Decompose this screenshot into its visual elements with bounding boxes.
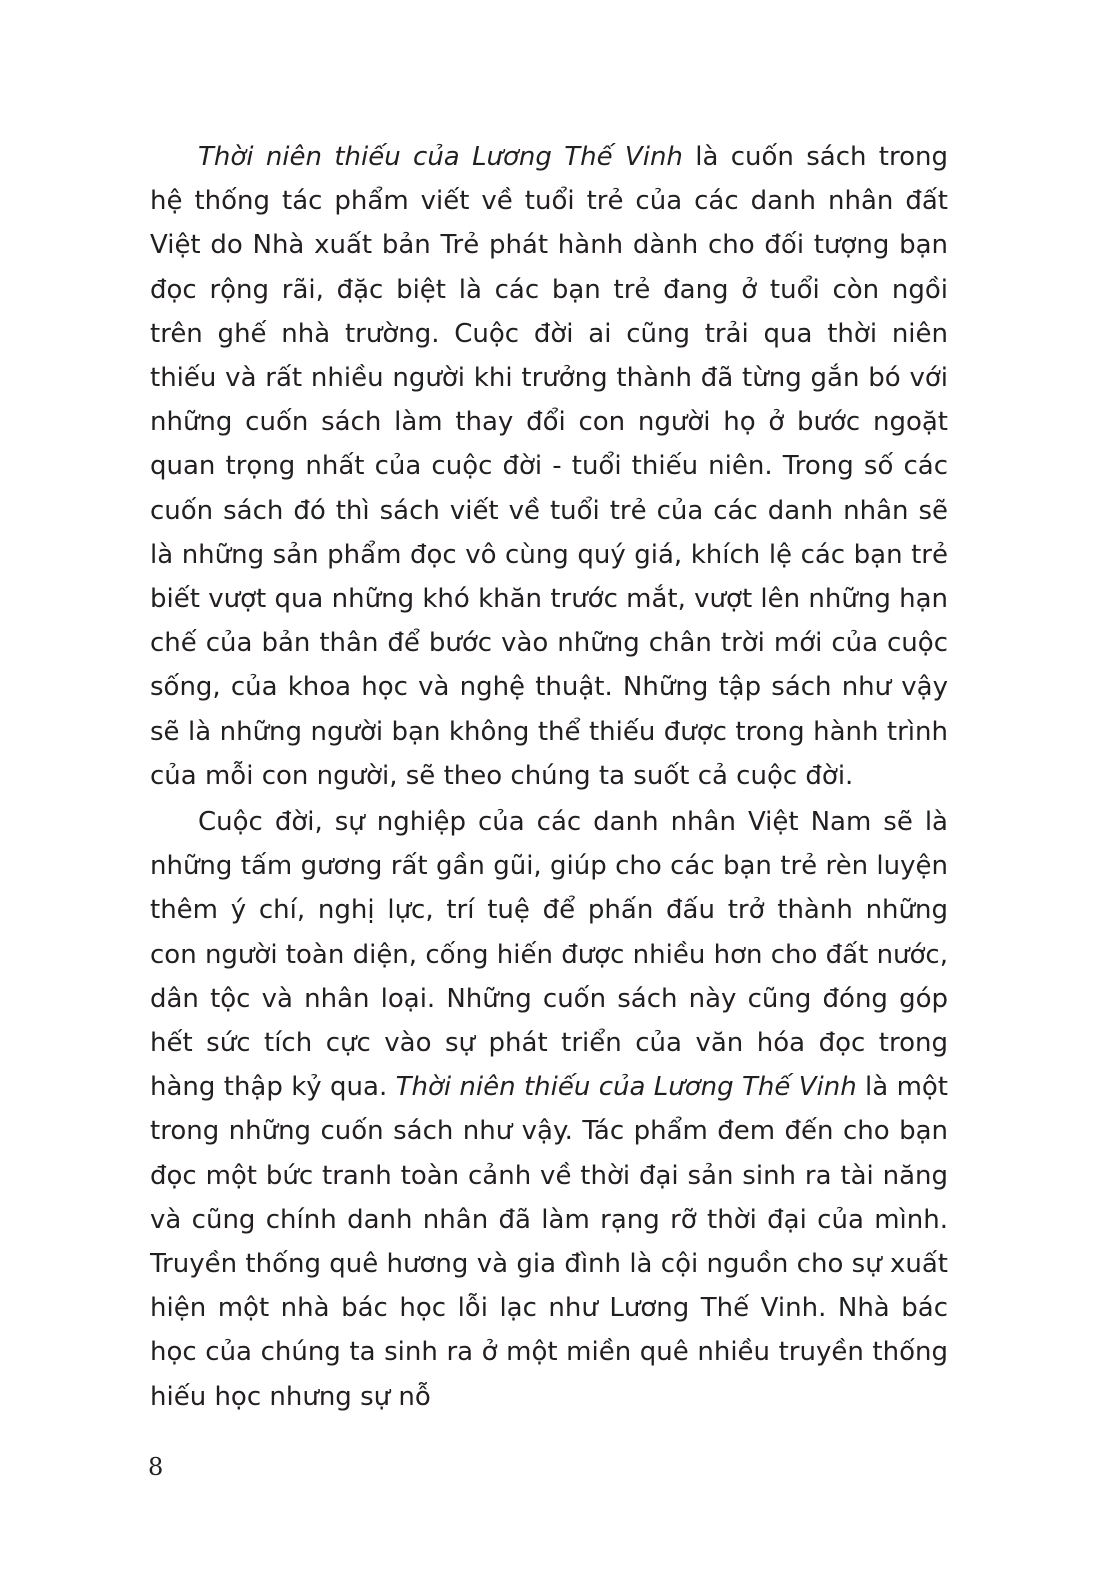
book-title-italic: Thời niên thiếu của Lương Thế Vinh	[198, 142, 683, 172]
paragraph-2	[150, 800, 948, 1419]
paragraph-text: Cuộc đời, sự nghiệp của các danh nhân Việt Nam sẽ là những tấm gương rất gần gũi, giúp cho các bạn trẻ rèn luyện thêm ý chí, nghị lực, trí tuệ để phấn đấu trở thành những con người toàn diện, cống hiến được nhiều hơn cho đất nước, dân tộc và nhân loại. Những cuốn sách này cũng đóng góp hết sức tích cực vào sự phát triển của văn hóa đọc trong hàng thập kỷ qua.	[150, 807, 948, 1103]
page-number: 8	[148, 1453, 164, 1481]
body-text	[150, 135, 948, 1421]
book-title-italic: Thời niên thiếu của Lương Thế Vinh	[395, 1072, 857, 1103]
paragraph-text: là một trong những cuốn sách như vậy. Tác phẩm đem đến cho bạn đọc một bức tranh toàn cảnh về thời đại sản sinh ra tài năng và cũng chính danh nhân đã làm rạng rỡ thời đại của mình. Truyền thống quê hương và gia đình là cội nguồn cho sự xuất hiện một nhà bác học lỗi lạc như Lương Thế Vinh. Nhà bác học của chúng ta sinh ra ở một miền quê nhiều truyền thống hiếu học nhưng sự nỗ	[150, 1072, 948, 1412]
paragraph-1	[150, 135, 948, 798]
paragraph-text: là cuốn sách trong hệ thống tác phẩm viết về tuổi trẻ của các danh nhân đất Việt do Nhà xuất bản Trẻ phát hành dành cho đối tượng bạn đọc rộng rãi, đặc biệt là các bạn trẻ đang ở tuổi còn ngồi trên ghế nhà trường. Cuộc đời ai cũng trải qua thời niên thiếu và rất nhiều người khi trưởng thành đã từng gắn bó với những cuốn sách làm thay đổi con người họ ở bước ngoặt quan trọng nhất của cuộc đời - tuổi thiếu niên. Trong số các cuốn sách đó thì sách viết về tuổi trẻ của các danh nhân sẽ là những sản phẩm đọc vô cùng quý giá, khích lệ các bạn trẻ biết vượt qua những khó khăn trước mắt, vượt lên những hạn chế của bản thân để bước vào những chân trời mới của cuộc sống, của khoa học và nghệ thuật. Những tập sách như vậy sẽ là những người bạn không thể thiếu được trong hành trình của mỗi con người, sẽ theo chúng ta suốt cả cuộc đời.	[150, 142, 948, 791]
